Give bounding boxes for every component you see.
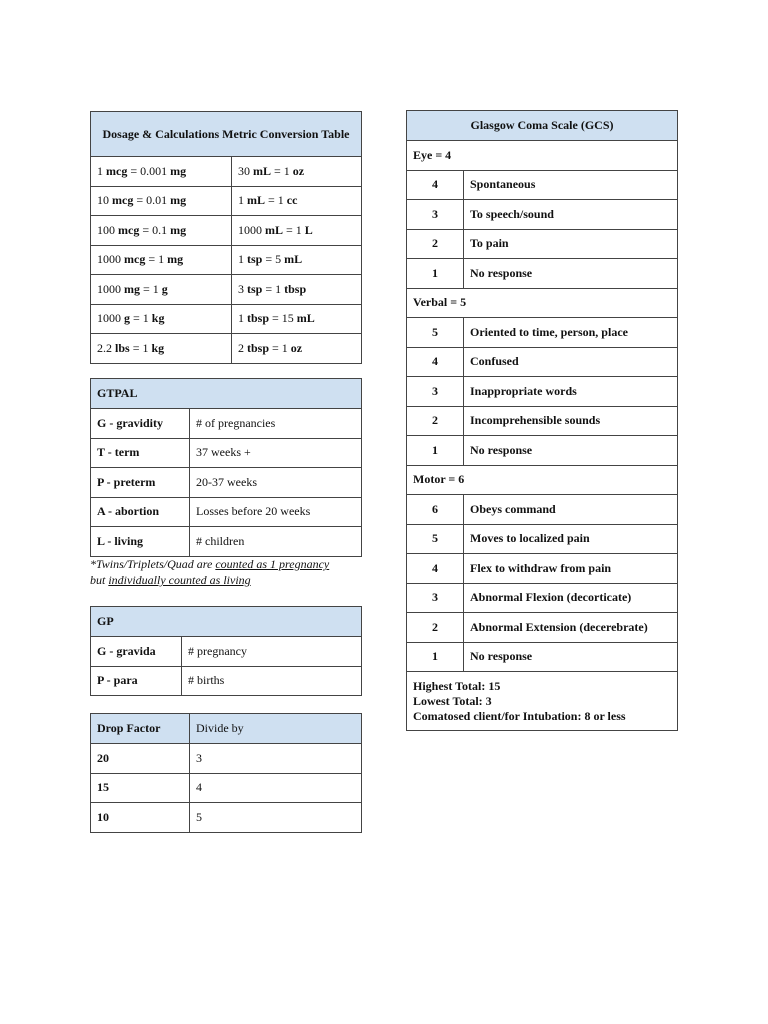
gcs-desc: No response xyxy=(464,642,678,672)
metric-amount: 30 xyxy=(238,163,253,178)
metric-unit: mcg xyxy=(106,163,128,178)
metric-equals: = 1 xyxy=(283,222,305,237)
metric-cell xyxy=(91,304,232,334)
gcs-section-title: Verbal = 5 xyxy=(413,295,467,310)
gcs-row xyxy=(407,229,678,259)
metric-unit: tbsp xyxy=(247,311,270,326)
gcs-desc: Oriented to time, person, place xyxy=(464,318,678,348)
metric-unit: mL xyxy=(296,311,315,326)
metric-row xyxy=(91,245,362,275)
metric-unit: mg xyxy=(170,222,187,237)
gtpal-term-label: P - preterm xyxy=(97,474,156,489)
gcs-section-title: Motor = 6 xyxy=(413,472,465,487)
gcs-row xyxy=(407,200,678,230)
metric-row xyxy=(91,304,362,334)
gcs-footer xyxy=(407,672,678,731)
gcs-lowest-total: Lowest Total: 3 xyxy=(413,693,492,708)
drop-factor xyxy=(91,803,190,833)
metric-table-title: Dosage & Calculations Metric Conversion Table xyxy=(91,112,362,157)
metric-equals: = 1 xyxy=(129,340,152,355)
metric-unit: mg xyxy=(167,252,184,267)
gtpal-table xyxy=(90,378,362,557)
metric-cell xyxy=(232,304,362,334)
metric-cell xyxy=(91,186,232,216)
gp-term xyxy=(91,666,182,696)
gtpal-term xyxy=(91,497,190,527)
metric-amount: 1000 xyxy=(238,222,265,237)
metric-row xyxy=(91,186,362,216)
metric-unit: tsp xyxy=(247,281,263,296)
metric-unit: L xyxy=(304,222,313,237)
metric-cell xyxy=(91,157,232,187)
metric-equals: = 1 xyxy=(130,311,152,326)
gcs-desc: Abnormal Extension (decerebrate) xyxy=(464,613,678,643)
drop-factor-value: 10 xyxy=(97,809,109,824)
metric-equals: = 15 xyxy=(269,311,297,326)
gcs-section-label xyxy=(407,288,678,318)
gcs-score: 2 xyxy=(407,229,464,259)
metric-amount: 10 xyxy=(97,193,112,208)
metric-cell xyxy=(91,216,232,246)
metric-unit: g xyxy=(161,281,168,296)
divide-by-header: Divide by xyxy=(190,714,362,744)
metric-amount: 2.2 xyxy=(97,340,115,355)
gcs-desc: Incomprehensible sounds xyxy=(464,406,678,436)
gtpal-term xyxy=(91,409,190,439)
gcs-section-header xyxy=(407,465,678,495)
metric-unit: lbs xyxy=(115,340,130,355)
metric-unit: mcg xyxy=(124,252,146,267)
metric-amount: 1 xyxy=(97,163,106,178)
gtpal-note xyxy=(90,556,329,588)
gtpal-desc: Losses before 20 weeks xyxy=(190,497,362,527)
gcs-table xyxy=(406,110,678,731)
gcs-row xyxy=(407,259,678,289)
metric-amount: 100 xyxy=(97,222,118,237)
gcs-desc: Flex to withdraw from pain xyxy=(464,554,678,584)
gcs-desc: To pain xyxy=(464,229,678,259)
gp-desc: # births xyxy=(182,666,362,696)
gtpal-term xyxy=(91,468,190,498)
metric-equals: = 1 xyxy=(269,340,291,355)
metric-amount: 3 xyxy=(238,281,247,296)
metric-unit: mg xyxy=(170,193,187,208)
metric-equals: = 0.01 xyxy=(133,193,171,208)
gcs-desc: No response xyxy=(464,259,678,289)
gtpal-term-label: L - living xyxy=(97,533,144,548)
gcs-row xyxy=(407,495,678,525)
metric-equals: = 5 xyxy=(262,252,285,267)
metric-amount: 1 xyxy=(238,311,247,326)
gcs-row xyxy=(407,554,678,584)
metric-amount: 1 xyxy=(238,193,247,208)
gtpal-desc: # children xyxy=(190,527,362,557)
gcs-score: 3 xyxy=(407,377,464,407)
metric-unit: mg xyxy=(124,281,140,296)
gtpal-term-label: G - gravidity xyxy=(97,415,163,430)
metric-cell xyxy=(232,275,362,305)
gp-desc: # pregnancy xyxy=(182,637,362,667)
metric-amount: 2 xyxy=(238,340,247,355)
metric-row xyxy=(91,275,362,305)
metric-equals: = 0.001 xyxy=(127,163,171,178)
gp-term-label: G - gravida xyxy=(97,643,156,658)
metric-unit: oz xyxy=(290,340,303,355)
gtpal-row xyxy=(91,438,362,468)
gcs-score: 4 xyxy=(407,347,464,377)
metric-amount: 1000 xyxy=(97,252,124,267)
metric-unit: mL xyxy=(284,252,303,267)
divide-by-value: 4 xyxy=(190,773,362,803)
metric-cell xyxy=(232,245,362,275)
gcs-score: 4 xyxy=(407,170,464,200)
gcs-desc: No response xyxy=(464,436,678,466)
gp-term xyxy=(91,637,182,667)
gp-row xyxy=(91,666,362,696)
gcs-score: 5 xyxy=(407,318,464,348)
gcs-row xyxy=(407,613,678,643)
metric-unit: mcg xyxy=(112,193,134,208)
metric-row xyxy=(91,157,362,187)
gcs-score: 6 xyxy=(407,495,464,525)
drop-factor-value: 20 xyxy=(97,750,109,765)
gcs-desc: Abnormal Flexion (decorticate) xyxy=(464,583,678,613)
metric-conversion-table xyxy=(90,111,362,364)
gcs-row xyxy=(407,377,678,407)
metric-cell xyxy=(91,275,232,305)
metric-unit: mL xyxy=(265,222,283,237)
gtpal-row xyxy=(91,497,362,527)
metric-row xyxy=(91,216,362,246)
metric-unit: tbsp xyxy=(284,281,307,296)
gcs-score: 2 xyxy=(407,613,464,643)
gcs-section-title: Eye = 4 xyxy=(413,147,452,162)
gcs-desc: Moves to localized pain xyxy=(464,524,678,554)
gcs-section-label xyxy=(407,465,678,495)
gcs-title: Glasgow Coma Scale (GCS) xyxy=(470,118,614,132)
gtpal-term-label: T - term xyxy=(97,445,140,460)
metric-equals: = 1 xyxy=(145,252,168,267)
gcs-row xyxy=(407,524,678,554)
metric-unit: mL xyxy=(247,193,265,208)
gcs-row xyxy=(407,318,678,348)
drop-factor xyxy=(91,744,190,774)
drop-factor-table xyxy=(90,713,362,833)
gtpal-term xyxy=(91,438,190,468)
metric-unit: mcg xyxy=(118,222,140,237)
gtpal-desc: # of pregnancies xyxy=(190,409,362,439)
metric-unit: kg xyxy=(151,340,165,355)
gcs-score: 3 xyxy=(407,200,464,230)
drop-row xyxy=(91,803,362,833)
gtpal-row xyxy=(91,468,362,498)
drop-factor-header: Drop Factor xyxy=(97,721,161,735)
gcs-row xyxy=(407,347,678,377)
gcs-score: 3 xyxy=(407,583,464,613)
metric-cell xyxy=(232,216,362,246)
metric-unit: mg xyxy=(170,163,187,178)
metric-amount: 1 xyxy=(238,252,247,267)
gcs-desc: Obeys command xyxy=(464,495,678,525)
metric-equals: = 1 xyxy=(262,281,285,296)
gcs-row xyxy=(407,406,678,436)
gcs-score: 1 xyxy=(407,642,464,672)
gp-row xyxy=(91,637,362,667)
gp-title: GP xyxy=(97,614,114,628)
metric-unit: oz xyxy=(292,163,305,178)
note-emphasis: individually counted as living xyxy=(108,573,251,587)
gcs-section-label xyxy=(407,141,678,171)
metric-unit: tsp xyxy=(247,252,263,267)
metric-unit: kg xyxy=(151,311,165,326)
gcs-intubation-threshold: Comatosed client/for Intubation: 8 or less xyxy=(413,708,626,723)
gtpal-row xyxy=(91,527,362,557)
metric-unit: g xyxy=(124,311,130,326)
metric-cell xyxy=(232,186,362,216)
metric-cell xyxy=(232,334,362,364)
gp-term-label: P - para xyxy=(97,673,138,688)
metric-equals: = 1 xyxy=(271,163,293,178)
drop-row xyxy=(91,744,362,774)
gcs-highest-total: Highest Total: 15 xyxy=(413,678,501,693)
metric-unit: cc xyxy=(286,193,298,208)
metric-equals: = 1 xyxy=(265,193,287,208)
metric-row xyxy=(91,334,362,364)
gcs-score: 2 xyxy=(407,406,464,436)
metric-amount: 1000 xyxy=(97,281,124,296)
gtpal-desc: 20-37 weeks xyxy=(190,468,362,498)
metric-equals: = 0.1 xyxy=(139,222,171,237)
gcs-section-header xyxy=(407,141,678,171)
metric-cell xyxy=(91,334,232,364)
gcs-row xyxy=(407,170,678,200)
gcs-row xyxy=(407,642,678,672)
note-text: *Twins/Triplets/Quad are xyxy=(90,557,216,571)
gtpal-title: GTPAL xyxy=(97,386,138,400)
drop-row xyxy=(91,773,362,803)
gcs-desc: Inappropriate words xyxy=(464,377,678,407)
gcs-row xyxy=(407,436,678,466)
gtpal-desc: 37 weeks + xyxy=(190,438,362,468)
gcs-score: 1 xyxy=(407,436,464,466)
gp-table xyxy=(90,606,362,696)
gtpal-term-label: A - abortion xyxy=(97,504,160,519)
gcs-desc: Spontaneous xyxy=(464,170,678,200)
metric-amount: 1000 xyxy=(97,311,124,326)
drop-factor-value: 15 xyxy=(97,780,109,795)
gtpal-row xyxy=(91,409,362,439)
metric-equals: = 1 xyxy=(140,281,162,296)
gcs-score: 4 xyxy=(407,554,464,584)
divide-by-value: 3 xyxy=(190,744,362,774)
gcs-row xyxy=(407,583,678,613)
gcs-score: 1 xyxy=(407,259,464,289)
note-text: but xyxy=(90,573,109,587)
metric-cell xyxy=(91,245,232,275)
gcs-section-header xyxy=(407,288,678,318)
gcs-desc: To speech/sound xyxy=(464,200,678,230)
note-emphasis: counted as 1 pregnancy xyxy=(215,557,330,571)
metric-unit: mL xyxy=(253,163,271,178)
divide-by-value: 5 xyxy=(190,803,362,833)
drop-factor xyxy=(91,773,190,803)
gcs-desc: Confused xyxy=(464,347,678,377)
metric-unit: tbsp xyxy=(247,340,270,355)
gcs-score: 5 xyxy=(407,524,464,554)
gtpal-term xyxy=(91,527,190,557)
metric-cell xyxy=(232,157,362,187)
